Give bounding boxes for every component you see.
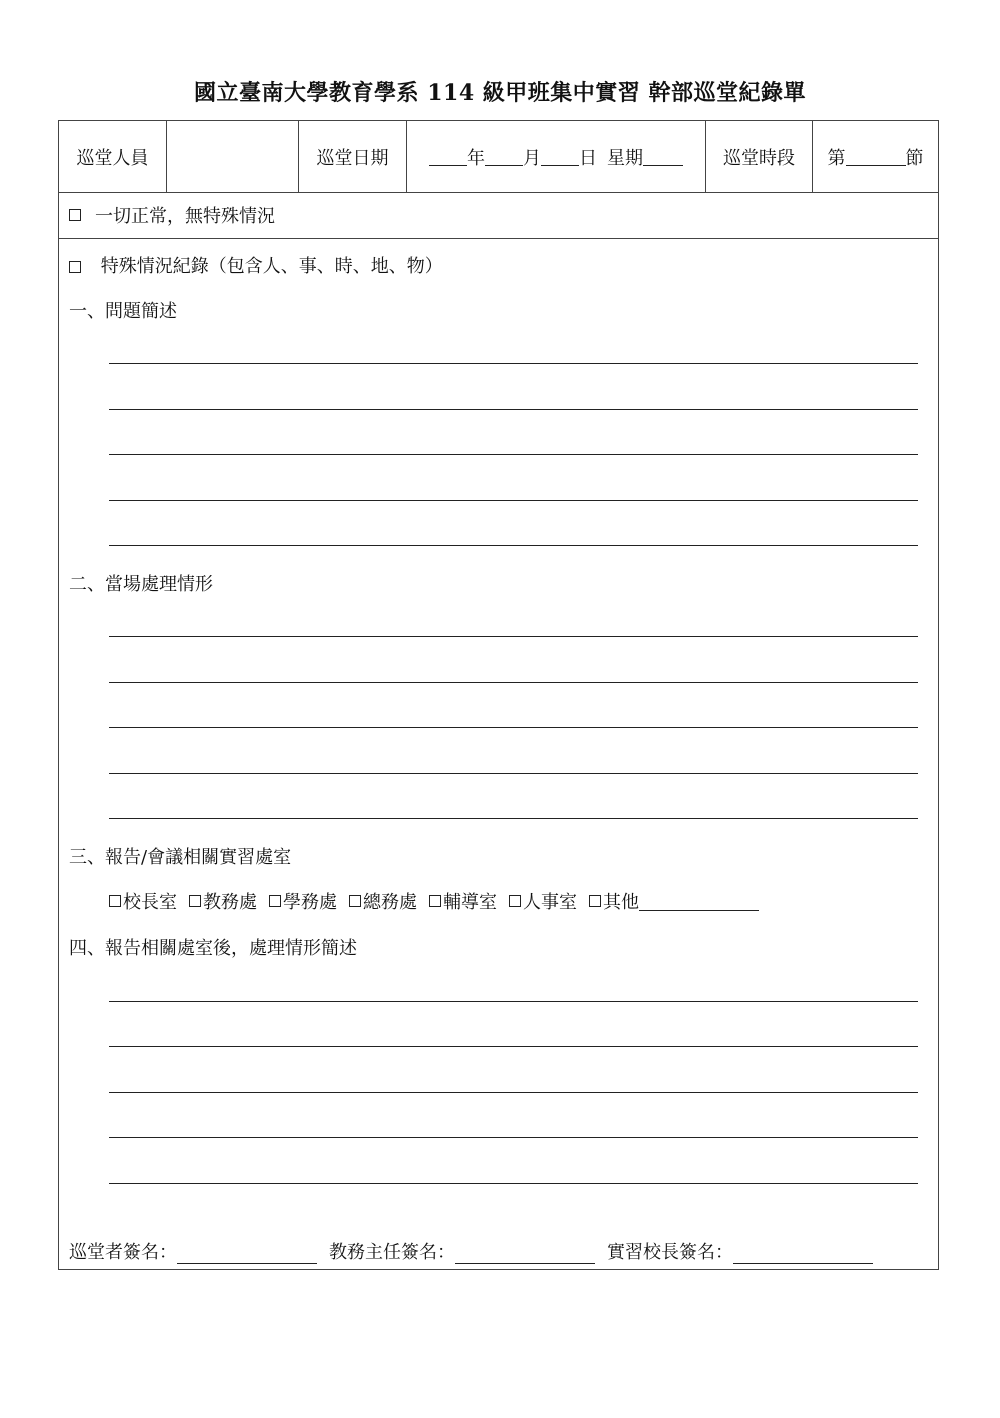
office-option-principal[interactable] — [109, 888, 177, 914]
writing-line[interactable] — [109, 818, 918, 819]
period-prefix: 第 — [827, 147, 846, 169]
checkbox[interactable] — [109, 895, 121, 907]
section-4-heading: 四、報告相關處室後，處理情形簡述 — [69, 938, 357, 959]
section-1-heading: 一、問題簡述 — [69, 301, 177, 322]
writing-line[interactable] — [109, 454, 918, 455]
office-label: 校長室 — [123, 892, 177, 913]
checkbox[interactable] — [509, 895, 521, 907]
writing-line[interactable] — [109, 500, 918, 501]
writing-line[interactable] — [109, 1183, 918, 1184]
office-options — [109, 888, 759, 914]
office-option-counseling[interactable] — [429, 888, 497, 914]
writing-line[interactable] — [109, 1092, 918, 1093]
checkbox[interactable] — [269, 895, 281, 907]
office-option-student-affairs[interactable] — [269, 888, 337, 914]
writing-line[interactable] — [109, 682, 918, 683]
writing-line[interactable] — [109, 409, 918, 410]
period-suffix: 節 — [905, 147, 924, 169]
patrol-date-label: 巡堂日期 — [299, 121, 407, 192]
writing-line[interactable] — [109, 363, 918, 364]
patrol-person-field[interactable] — [167, 121, 299, 192]
writing-line[interactable] — [109, 727, 918, 728]
patrol-person-label: 巡堂人員 — [59, 121, 167, 192]
year-blank[interactable] — [429, 147, 467, 166]
director-signature-label: 教務主任簽名： — [329, 1242, 455, 1263]
office-label: 教務處 — [203, 892, 257, 913]
office-option-general-affairs[interactable] — [349, 888, 417, 914]
office-label: 總務處 — [363, 892, 417, 913]
day-blank[interactable] — [541, 147, 579, 166]
office-option-other[interactable] — [589, 888, 759, 914]
director-signature-blank[interactable] — [455, 1245, 595, 1264]
patrol-period-field[interactable] — [813, 121, 938, 192]
patrol-period-label: 巡堂時段 — [706, 121, 813, 192]
special-label: 特殊情況紀錄（包含人、事、時、地、物） — [100, 256, 443, 277]
month-label: 月 — [523, 147, 541, 169]
page-title: 國立臺南大學教育學系 114 級甲班集中實習 幹部巡堂紀錄單 — [194, 80, 806, 106]
period-blank[interactable] — [846, 147, 906, 166]
weekday-blank[interactable] — [643, 147, 683, 166]
section-2-heading: 二、當場處理情形 — [69, 574, 213, 595]
special-row — [69, 252, 443, 278]
office-label: 學務處 — [283, 892, 337, 913]
writing-line[interactable] — [109, 1137, 918, 1138]
other-blank[interactable] — [639, 892, 759, 911]
principal-signature-blank[interactable] — [733, 1245, 873, 1264]
year-label: 年 — [467, 147, 485, 169]
patrol-date-field[interactable] — [407, 121, 706, 192]
writing-line[interactable] — [109, 636, 918, 637]
checkbox[interactable] — [349, 895, 361, 907]
office-label: 其他 — [603, 892, 639, 913]
office-option-personnel[interactable] — [509, 888, 577, 914]
month-blank[interactable] — [485, 147, 523, 166]
normal-row — [59, 192, 938, 239]
header-row — [59, 121, 938, 193]
office-label: 人事室 — [523, 892, 577, 913]
writing-line[interactable] — [109, 1001, 918, 1002]
office-option-academic[interactable] — [189, 888, 257, 914]
normal-label: 一切正常，無特殊情況 — [95, 206, 275, 227]
checkbox[interactable] — [429, 895, 441, 907]
normal-checkbox[interactable] — [69, 209, 81, 221]
weekday-label: 星期 — [607, 147, 643, 169]
patroller-signature-blank[interactable] — [177, 1245, 317, 1264]
writing-line[interactable] — [109, 773, 918, 774]
writing-line[interactable] — [109, 545, 918, 546]
patroller-signature-label: 巡堂者簽名： — [69, 1242, 177, 1263]
signature-row — [69, 1238, 873, 1264]
checkbox[interactable] — [189, 895, 201, 907]
principal-signature-label: 實習校長簽名： — [607, 1242, 733, 1263]
day-label: 日 — [579, 147, 597, 169]
checkbox[interactable] — [589, 895, 601, 907]
office-label: 輔導室 — [443, 892, 497, 913]
writing-line[interactable] — [109, 1046, 918, 1047]
special-checkbox[interactable] — [69, 261, 81, 273]
section-3-heading: 三、報告/會議相關實習處室 — [69, 847, 292, 868]
patrol-record-form — [58, 120, 939, 1270]
